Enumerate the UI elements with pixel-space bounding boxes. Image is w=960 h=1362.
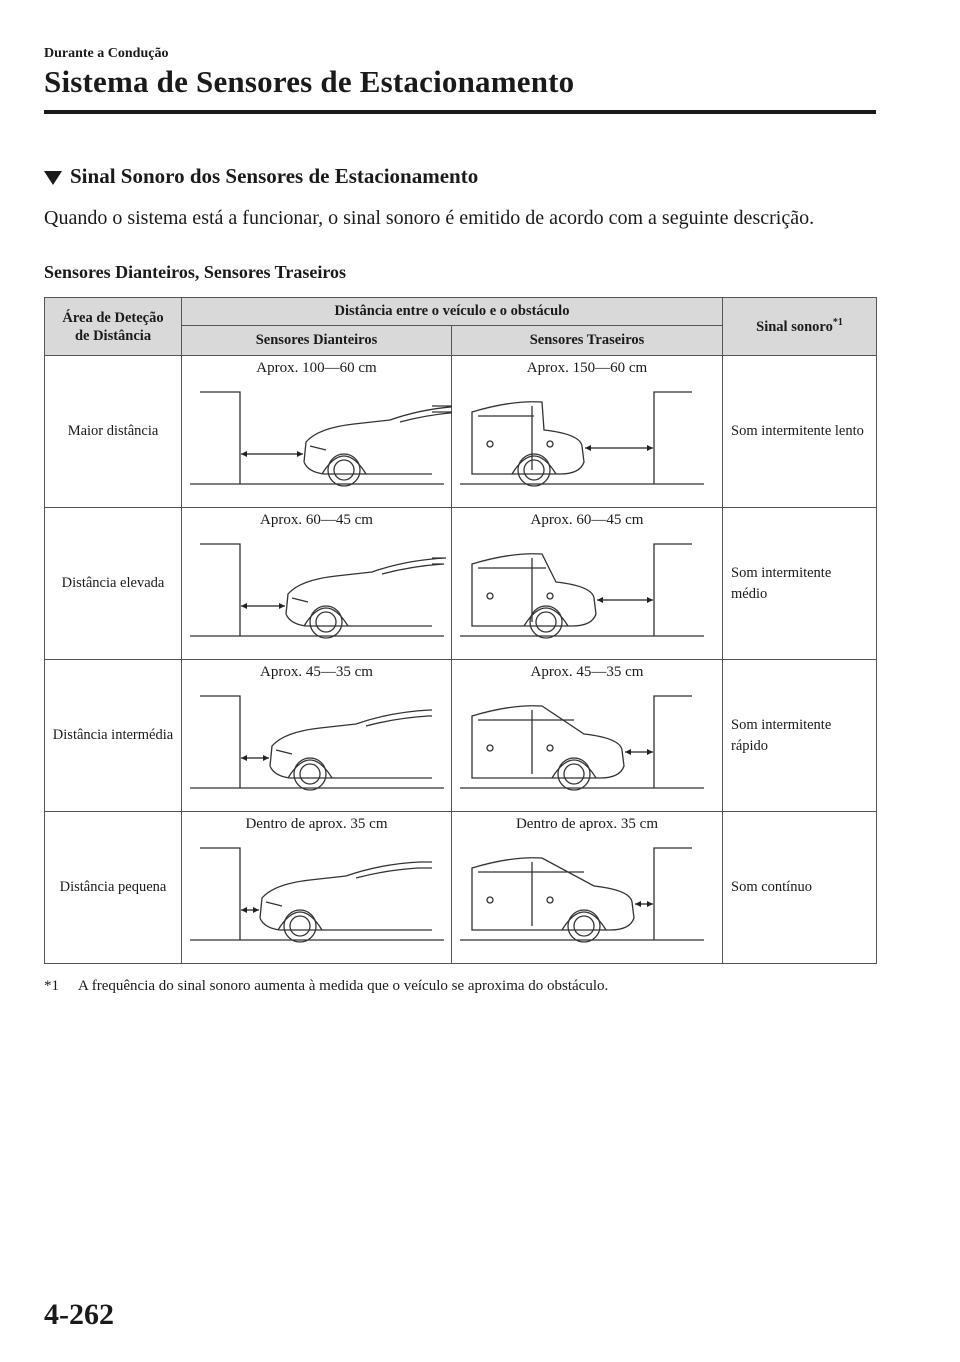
table-row xyxy=(45,508,877,660)
header-rear: Sensores Traseiros xyxy=(452,326,723,356)
wall xyxy=(654,848,692,940)
car-front-icon xyxy=(304,406,452,486)
wall xyxy=(654,392,692,484)
table-row xyxy=(45,812,877,964)
car-front-icon xyxy=(270,710,432,790)
rear-distance-label: Aprox. 45―35 cm xyxy=(530,664,644,680)
subheading: Sensores Dianteiros, Sensores Traseiros xyxy=(44,262,347,282)
page-title: Sistema de Sensores de Estacionamento xyxy=(44,64,575,99)
car-rear-icon xyxy=(472,554,596,638)
front-distance-label: Dentro de aprox. 35 cm xyxy=(245,816,388,832)
distance-arrow xyxy=(597,597,653,603)
rear-diagram-drawing xyxy=(452,812,722,964)
rear-diagram xyxy=(452,508,723,660)
signal-cell: Som intermitente lento xyxy=(723,356,877,508)
front-diagram-drawing xyxy=(182,356,452,508)
header-distance: Distância entre o veículo e o obstáculo xyxy=(182,298,723,326)
header-area: Área de Deteção de Distância xyxy=(45,298,182,356)
area-cell: Distância pequena xyxy=(45,812,182,964)
section-heading xyxy=(44,164,478,189)
wall xyxy=(200,392,240,484)
wall xyxy=(654,544,692,636)
header-signal xyxy=(723,298,877,356)
rear-diagram-drawing xyxy=(452,356,722,508)
distance-arrow xyxy=(625,749,653,755)
triangle-bullet-icon xyxy=(44,171,62,185)
car-front-icon xyxy=(260,862,432,942)
wall xyxy=(200,544,240,636)
footnote-mark: *1 xyxy=(44,978,59,994)
header-signal-label: Sinal sonoro xyxy=(756,318,833,335)
wall xyxy=(200,848,240,940)
wall xyxy=(200,696,240,788)
car-rear-icon xyxy=(472,402,584,486)
front-distance-label: Aprox. 100―60 cm xyxy=(256,360,377,376)
front-diagram xyxy=(182,356,452,508)
section-heading-text: Sinal Sonoro dos Sensores de Estacionamento xyxy=(70,164,479,188)
footnote-text: A frequência do sinal sonoro aumenta à medida que o veículo se aproxima do obstáculo. xyxy=(78,978,609,994)
car-rear-icon xyxy=(472,858,634,942)
area-cell: Distância elevada xyxy=(45,508,182,660)
distance-arrow xyxy=(635,901,653,907)
signal-cell: Som intermitente médio xyxy=(723,508,877,660)
distance-arrow xyxy=(241,755,269,761)
rear-diagram xyxy=(452,660,723,812)
car-front-icon xyxy=(286,558,446,638)
table-row xyxy=(45,660,877,812)
rear-distance-label: Dentro de aprox. 35 cm xyxy=(515,816,659,832)
car-rear-icon xyxy=(472,706,624,790)
footnote xyxy=(44,978,608,995)
page-number: 4-262 xyxy=(44,1298,114,1331)
front-diagram xyxy=(182,508,452,660)
front-diagram-drawing xyxy=(182,508,452,660)
rear-diagram xyxy=(452,812,723,964)
intro-paragraph: Quando o sistema está a funcionar, o sinal sonoro é emitido de acordo com a seguinte descrição. xyxy=(44,207,815,229)
signal-cell: Som intermitente rápido xyxy=(723,660,877,812)
rear-diagram xyxy=(452,356,723,508)
distance-arrow xyxy=(241,603,285,609)
signal-cell: Som contínuo xyxy=(723,812,877,964)
area-cell: Maior distância xyxy=(45,356,182,508)
rear-diagram-drawing xyxy=(452,660,722,812)
wall xyxy=(654,696,692,788)
header-rule xyxy=(44,110,876,114)
distance-arrow xyxy=(241,451,303,457)
header-signal-footnote-mark: *1 xyxy=(832,317,843,329)
table-row xyxy=(45,356,877,508)
rear-distance-label: Aprox. 60―45 cm xyxy=(530,512,644,528)
distance-arrow xyxy=(241,907,259,913)
rear-distance-label: Aprox. 150―60 cm xyxy=(526,360,648,376)
distance-arrow xyxy=(585,445,653,451)
front-diagram xyxy=(182,660,452,812)
rear-diagram-drawing xyxy=(452,508,722,660)
front-diagram-drawing xyxy=(182,812,452,964)
front-distance-label: Aprox. 45―35 cm xyxy=(260,664,373,680)
front-distance-label: Aprox. 60―45 cm xyxy=(260,512,373,528)
front-diagram-drawing xyxy=(182,660,452,812)
header-section: Durante a Condução xyxy=(44,46,169,61)
area-cell: Distância intermédia xyxy=(45,660,182,812)
signal-table xyxy=(44,297,877,964)
header-front: Sensores Dianteiros xyxy=(182,326,452,356)
front-diagram xyxy=(182,812,452,964)
